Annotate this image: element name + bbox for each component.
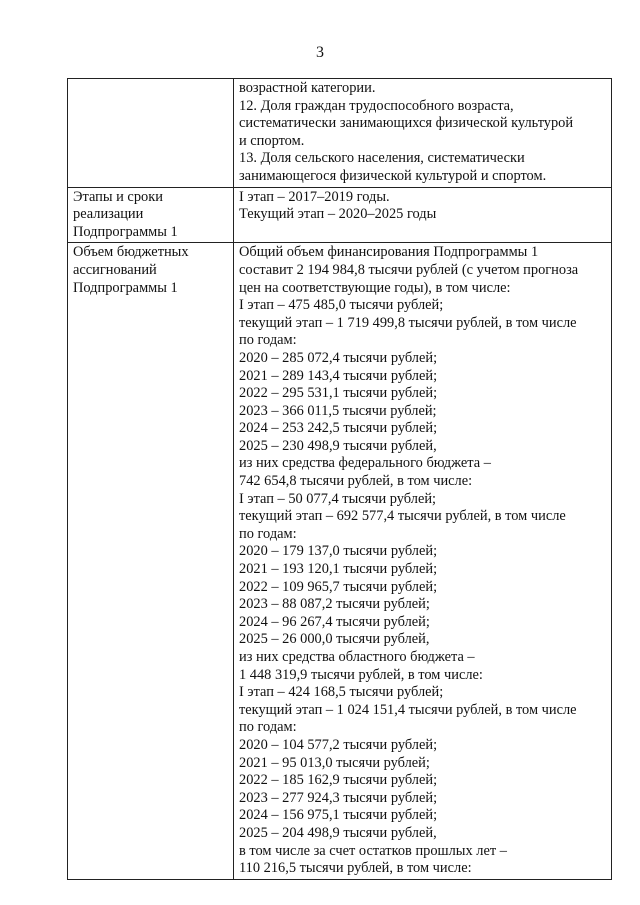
page-number: 3 [316, 44, 324, 61]
row-text-line: 13. Доля сельского населения, систематически [239, 150, 525, 167]
row-text-line: и спортом. [239, 132, 305, 149]
row-text-line: 2020 – 179 137,0 тысячи рублей; [239, 543, 438, 560]
row-text-line: текущий этап – 1 719 499,8 тысячи рублей, в том числе [239, 314, 577, 331]
row-text-line: 2020 – 104 577,2 тысячи рублей; [239, 736, 438, 753]
table-body [68, 79, 612, 880]
row-text-line: по годам: [239, 525, 297, 542]
row-text-line: 2023 – 366 011,5 тысячи рублей; [239, 402, 437, 419]
row-text-line: I этап – 50 077,4 тысячи рублей; [239, 490, 437, 507]
row-text-cell [234, 187, 612, 243]
row-label-line: Этапы и сроки [73, 188, 163, 205]
row-text-cell [234, 243, 612, 879]
row-text-line: 2021 – 193 120,1 тысячи рублей; [239, 561, 438, 578]
row-text-line: 2024 – 156 975,1 тысячи рублей; [239, 807, 438, 824]
row-text-line: по годам: [239, 719, 297, 736]
row-label-cell [68, 187, 234, 243]
row-label-cell [68, 243, 234, 879]
row-text-line: 2025 – 26 000,0 тысячи рублей, [239, 631, 430, 648]
row-text-line: Общий объем финансирования Подпрограммы 1 [239, 244, 539, 261]
row-text-line: в том числе за счет остатков прошлых лет – [239, 842, 507, 859]
row-text-line: 110 216,5 тысячи рублей, в том числе: [239, 860, 472, 877]
row-text-line: 2023 – 277 924,3 тысячи рублей; [239, 789, 438, 806]
row-text-line: 2021 – 95 013,0 тысячи рублей; [239, 754, 430, 771]
row-text-line: 12. Доля граждан трудоспособного возраста, [239, 97, 514, 114]
row-text-line: I этап – 475 485,0 тысячи рублей; [239, 297, 444, 314]
row-text-line: из них средства федерального бюджета – [239, 455, 491, 472]
row-text-line: Текущий этап – 2020–2025 годы [239, 206, 437, 223]
row-text-line: I этап – 424 168,5 тысячи рублей; [239, 684, 444, 701]
row-text-cell [234, 79, 612, 188]
row-text-line: занимающегося физической культурой и спортом. [239, 167, 547, 184]
row-text-line: 2025 – 230 498,9 тысячи рублей, [239, 437, 437, 454]
row-text-line: 2022 – 295 531,1 тысячи рублей; [239, 385, 438, 402]
row-text-line: I этап – 2017–2019 годы. [239, 188, 390, 205]
row-text-line: 2023 – 88 087,2 тысячи рублей; [239, 596, 430, 613]
row-text-line: по годам: [239, 332, 297, 349]
row-text-line: составит 2 194 984,8 тысячи рублей (с учетом прогноза [239, 261, 579, 278]
row-text-line: 2024 – 96 267,4 тысячи рублей; [239, 613, 430, 630]
row-text-line: 2020 – 285 072,4 тысячи рублей; [239, 349, 438, 366]
row-text-line: 1 448 319,9 тысячи рублей, в том числе: [239, 666, 483, 683]
row-text-line: 2024 – 253 242,5 тысячи рублей; [239, 420, 438, 437]
table-row [68, 187, 612, 243]
row-text-line: из них средства областного бюджета – [239, 649, 475, 665]
row-text-line: текущий этап – 1 024 151,4 тысячи рублей, в том числе [239, 701, 577, 718]
passport-table [67, 78, 612, 880]
row-label-line: Объем бюджетных [73, 244, 189, 261]
row-label-line: Подпрограммы 1 [73, 279, 178, 296]
table-row [68, 243, 612, 879]
row-text-line: 2022 – 185 162,9 тысячи рублей; [239, 772, 438, 789]
row-text-line: возрастной категории. [239, 80, 376, 96]
row-label-line: ассигнований [73, 261, 157, 278]
row-label-line: Подпрограммы 1 [73, 223, 178, 240]
row-text-line: цен на соответствующие годы), в том числе: [239, 279, 511, 296]
row-label-line: реализации [73, 206, 144, 223]
table-row [68, 79, 612, 188]
row-text-line: 742 654,8 тысячи рублей, в том числе: [239, 473, 473, 490]
row-text-line: 2022 – 109 965,7 тысячи рублей; [239, 578, 438, 595]
row-text-line: 2021 – 289 143,4 тысячи рублей; [239, 367, 438, 384]
row-text-line: систематически занимающихся физической культурой [239, 115, 574, 132]
row-label-cell [68, 79, 234, 188]
row-text-line: 2025 – 204 498,9 тысячи рублей, [239, 824, 437, 841]
row-text-line: текущий этап – 692 577,4 тысячи рублей, в том числе [239, 508, 566, 525]
